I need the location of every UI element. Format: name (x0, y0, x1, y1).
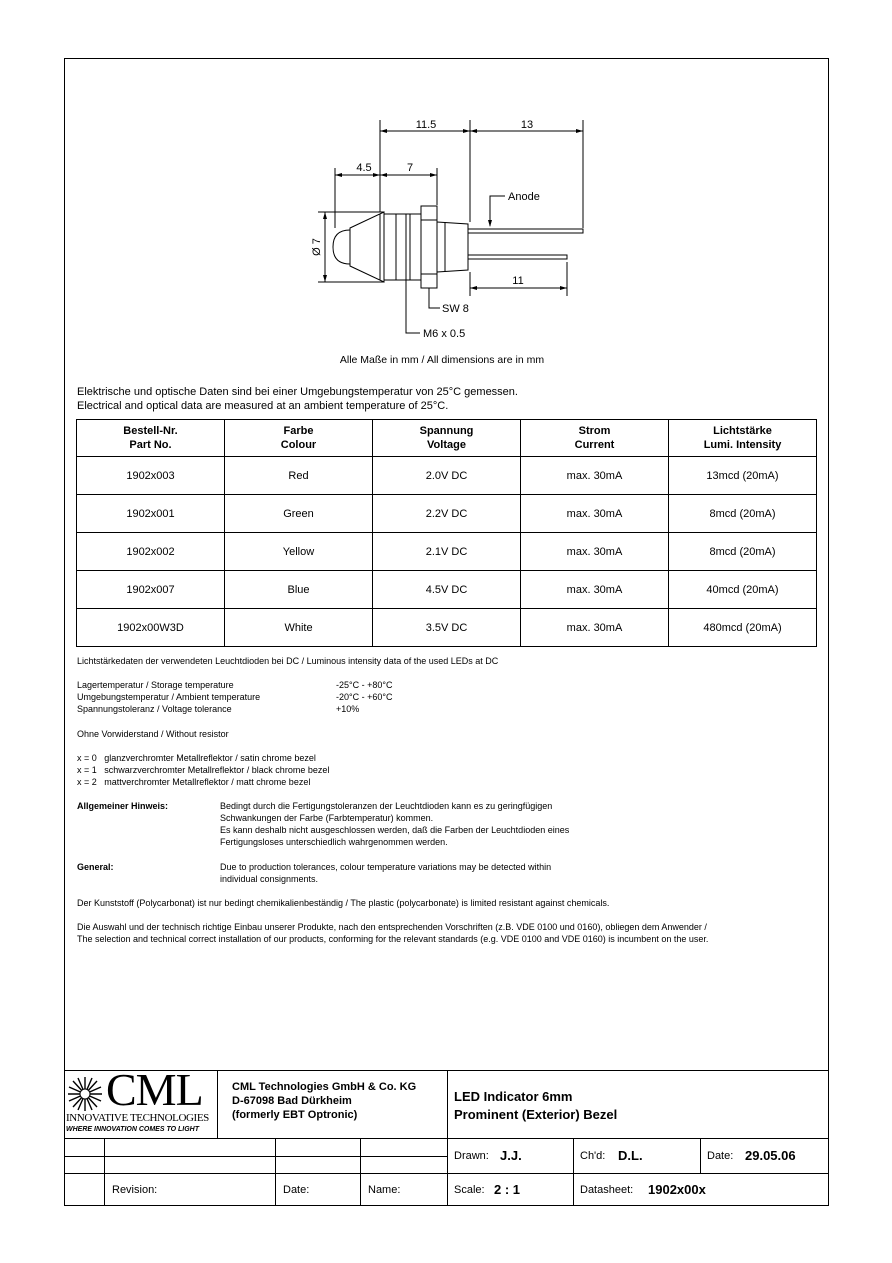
lumi-note: Lichtstärkedaten der verwendeten Leuchtdioden bei DC / Luminous intensity data of the used LEDs at DC (77, 656, 499, 666)
cell-current: max. 30mA (521, 609, 669, 647)
allg-line: Es kann deshalb nicht ausgeschlossen werden, daß die Farben der Leuchtdioden eines (220, 825, 570, 835)
x-option: x = 1 schwarzverchromter Metallreflektor / black chrome bezel (77, 765, 330, 775)
resistor-note: Ohne Vorwiderstand / Without resistor (77, 729, 229, 739)
date-value: 29.05.06 (745, 1148, 796, 1163)
spec-value: +10% (336, 704, 360, 714)
dim-4-5: 4.5 (356, 162, 372, 174)
revision-label: Revision: (112, 1184, 158, 1196)
allg-label: Allgemeiner Hinweis: (77, 801, 169, 811)
spec-value: -25°C - +80°C (336, 680, 393, 690)
cml-logo-text: CML (106, 1064, 203, 1115)
dimension-note: Alle Maße in mm / All dimensions are in mm (339, 354, 545, 366)
cell-voltage: 4.5V DC (373, 571, 521, 609)
table-row (77, 609, 817, 647)
cell-voltage: 2.1V DC (373, 533, 521, 571)
cell-intensity: 40mcd (20mA) (669, 571, 817, 609)
cell-part-no: 1902x003 (77, 457, 225, 495)
dim-13: 13 (520, 119, 534, 131)
intro-de: Elektrische und optische Daten sind bei einer Umgebungstemperatur von 25°C gemessen. (77, 386, 518, 398)
cell-colour: Yellow (225, 533, 373, 571)
cell-current: max. 30mA (521, 533, 669, 571)
thread-label: M6 x 0.5 (423, 328, 466, 340)
allg-line: Fertigungsloses unterschiedlich wahrgenommen werden. (220, 837, 448, 847)
cell-intensity: 8mcd (20mA) (669, 533, 817, 571)
selection-line: The selection and technical correct installation of our products, conforming for the relevant standards (e.g. VDE 0100 and VDE 0160) is incumbent on the user. (77, 934, 709, 944)
cell-current: max. 30mA (521, 571, 669, 609)
checked-label: Ch'd: (580, 1150, 606, 1162)
scale-value: 2 : 1 (494, 1182, 521, 1197)
thread-sleeve (437, 222, 468, 272)
cell-part-no: 1902x007 (77, 571, 225, 609)
table-row (77, 495, 817, 533)
cell-intensity: 480mcd (20mA) (669, 609, 817, 647)
technical-drawing (290, 112, 610, 342)
date-label: Date: (707, 1150, 734, 1162)
x-option: x = 2 mattverchromter Metallreflektor / matt chrome bezel (77, 777, 311, 787)
cell-intensity: 8mcd (20mA) (669, 495, 817, 533)
cell-part-no: 1902x00W3D (77, 609, 225, 647)
cell-current: max. 30mA (521, 495, 669, 533)
table-row (77, 571, 817, 609)
cell-voltage: 3.5V DC (373, 609, 521, 647)
dim-7: 7 (406, 162, 414, 174)
cell-colour: Green (225, 495, 373, 533)
sw-label: SW 8 (442, 303, 469, 315)
dim-11-5: 11.5 (415, 119, 437, 131)
table-row (77, 457, 817, 495)
hex-nut (421, 206, 437, 288)
cell-voltage: 2.0V DC (373, 457, 521, 495)
anode-lead (468, 229, 583, 233)
general-line: individual consignments. (220, 874, 319, 884)
cml-sunburst-icon (67, 1076, 103, 1112)
intro-en: Electrical and optical data are measured at an ambient temperature of 25°C. (77, 400, 449, 412)
header-voltage: Spannung Voltage (373, 420, 521, 457)
cell-colour: Blue (225, 571, 373, 609)
spec-value: -20°C - +60°C (336, 692, 393, 702)
checked-value: D.L. (618, 1148, 643, 1163)
cml-logo-sub: INNOVATIVE TECHNOLOGIES (66, 1112, 209, 1124)
datasheet-label: Datasheet: (580, 1184, 634, 1196)
header-intensity: Lichtstärke Lumi. Intensity (669, 420, 817, 457)
cell-colour: White (225, 609, 373, 647)
led-data-table (76, 419, 817, 647)
cathode-lead (468, 255, 567, 259)
dim-diameter: Ø 7 (311, 238, 323, 256)
scale-label: Scale: (454, 1184, 485, 1196)
allg-line: Bedingt durch die Fertigungstoleranzen der Leuchtdioden kann es zu geringfügigen (220, 801, 553, 811)
cell-current: max. 30mA (521, 457, 669, 495)
revision-date-label: Date: (283, 1184, 310, 1196)
dim-11: 11 (512, 275, 524, 287)
cell-intensity: 13mcd (20mA) (669, 457, 817, 495)
anode-label: Anode (508, 191, 540, 203)
spec-label: Umgebungstemperatur / Ambient temperature (77, 692, 261, 702)
plastic-note: Der Kunststoff (Polycarbonat) ist nur bedingt chemikalienbeständig / The plastic (polycarbonate) is limited resistant against chemicals. (77, 898, 610, 908)
table-row (77, 533, 817, 571)
header-part-no: Bestell-Nr. Part No. (77, 420, 225, 457)
cell-voltage: 2.2V DC (373, 495, 521, 533)
housing-body (384, 214, 421, 280)
allg-line: Schwankungen der Farbe (Farbtemperatur) kommen. (220, 813, 434, 823)
drawn-label: Drawn: (454, 1150, 489, 1162)
company-info: CML Technologies GmbH & Co. KG D-67098 Bad Dürkheim (formerly EBT Optronic) (232, 1081, 417, 1121)
header-current: Strom Current (521, 420, 669, 457)
lens-dome (333, 230, 350, 264)
cell-colour: Red (225, 457, 373, 495)
spec-label: Spannungstoleranz / Voltage tolerance (77, 704, 232, 714)
cml-logo-tag: WHERE INNOVATION COMES TO LIGHT (66, 1126, 199, 1133)
drawn-value: J.J. (500, 1148, 522, 1163)
title-block (64, 1064, 829, 1206)
header-colour: Farbe Colour (225, 420, 373, 457)
revision-name-label: Name: (368, 1184, 401, 1196)
general-line: Due to production tolerances, colour temperature variations may be detected within (220, 862, 552, 872)
x-option: x = 0 glanzverchromter Metallreflektor / satin chrome bezel (77, 753, 316, 763)
product-title: LED Indicator 6mm Prominent (Exterior) Bezel (454, 1089, 618, 1122)
datasheet-value: 1902x00x (648, 1182, 706, 1197)
cell-part-no: 1902x002 (77, 533, 225, 571)
cell-part-no: 1902x001 (77, 495, 225, 533)
selection-line: Die Auswahl und der technisch richtige Einbau unserer Produkte, nach den entsprechenden Vorschriften (z.B. VDE 0100 und 0160), obliegen dem Anwender / (77, 922, 707, 932)
bezel-cone (350, 212, 384, 282)
general-label: General: (77, 862, 114, 872)
spec-label: Lagertemperatur / Storage temperature (77, 680, 234, 690)
